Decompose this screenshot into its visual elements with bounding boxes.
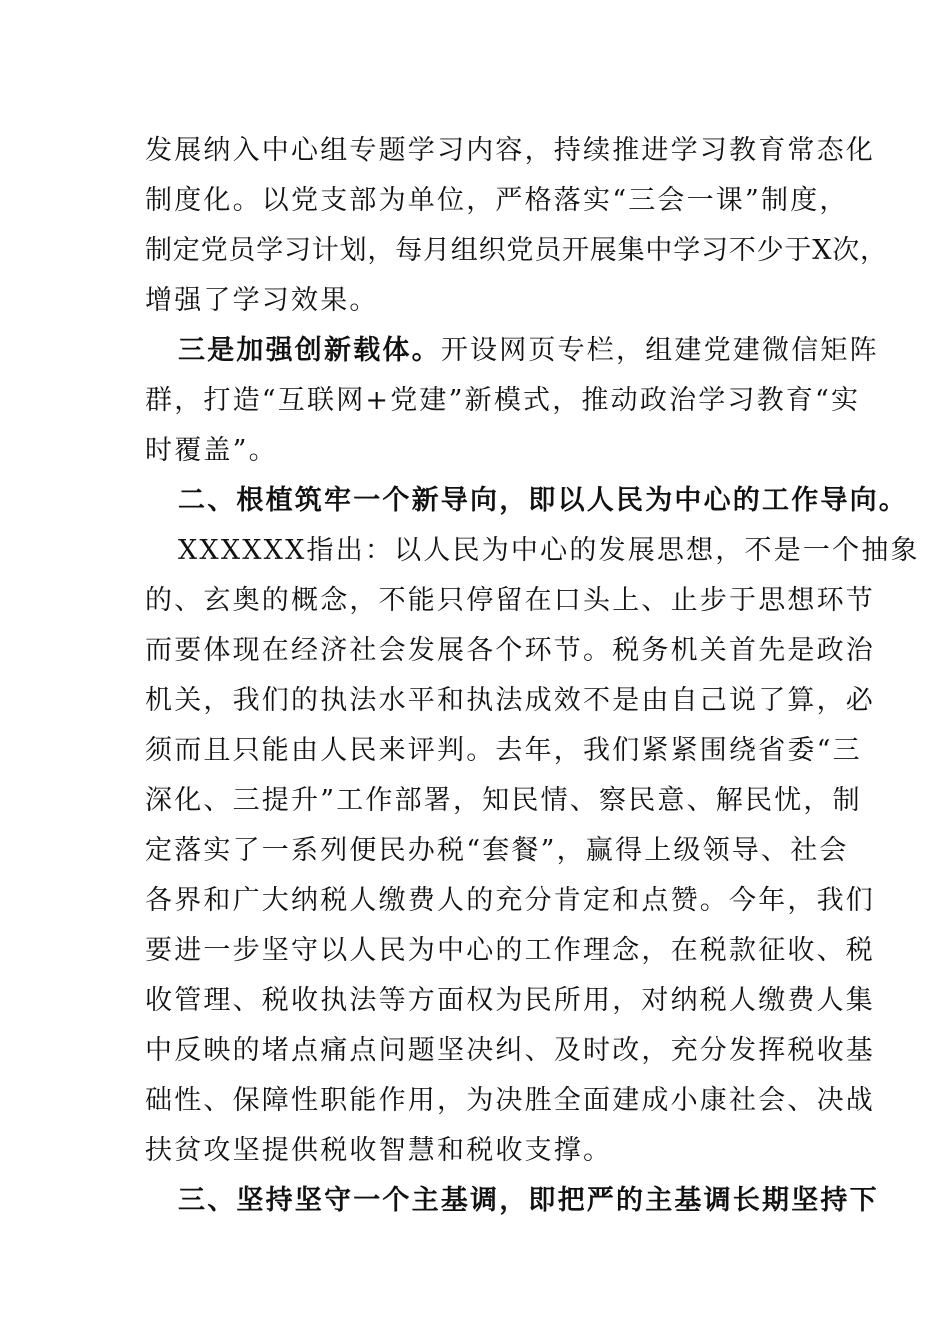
paragraph-line: XXXXXX指出：以人民为中心的发展思想，不是一个抽象 [178,535,920,566]
paragraph-line: 础性、保障性职能作用，为决胜全面建成小康社会、决战 [145,1085,875,1116]
paragraph-line: 中反映的堵点痛点问题坚决纠、及时改，充分发挥税收基 [145,1035,875,1066]
paragraph-line: 扶贫攻坚提供税收智慧和税收支撑。 [145,1135,613,1166]
section-heading: 二、根植筑牢一个新导向，即以人民为中心的工作导向。 [178,485,908,516]
paragraph-line: 要进一步坚守以人民为中心的工作理念，在税款征收、税 [145,935,875,966]
paragraph-line: 须而且只能由人民来评判。去年，我们紧紧围绕省委“三 [145,735,862,766]
section-heading: 三、坚持坚守一个主基调，即把严的主基调长期坚持下 [178,1185,879,1216]
paragraph-line: 而要体现在经济社会发展各个环节。税务机关首先是政治 [145,635,875,666]
paragraph-line: 制定党员学习计划，每月组织党员开展集中学习不少于X次， [145,235,888,266]
paragraph-line: 增强了学习效果。 [145,285,379,316]
paragraph-line: 时覆盖”。 [145,435,278,466]
paragraph-line: 的、玄奥的概念，不能只停留在口头上、止步于思想环节 [145,585,875,616]
paragraph-line: 深化、三提升”工作部署，知民情、察民意、解民忧，制 [145,785,862,816]
bold-lead: 三是加强创新载体。 [178,335,441,366]
paragraph-line: 各界和广大纳税人缴费人的充分肯定和点赞。今年，我们 [145,885,875,916]
paragraph-line: 收管理、税收执法等方面权为民所用，对纳税人缴费人集 [145,985,875,1016]
paragraph-line: 机关，我们的执法水平和执法成效不是由自己说了算，必 [145,685,875,716]
paragraph-line [178,333,879,369]
paragraph-text: 开设网页专栏，组建党建微信矩阵 [440,335,879,366]
paragraph-line: 制度化。以党支部为单位，严格落实“三会一课”制度， [145,185,849,216]
paragraph-line: 定落实了一系列便民办税“套餐”，赢得上级领导、社会 [145,835,849,866]
paragraph-line: 发展纳入中心组专题学习内容，持续推进学习教育常态化 [145,135,875,166]
paragraph-line: 群，打造“互联网+党建”新模式，推动政治学习教育“实 [145,385,861,416]
